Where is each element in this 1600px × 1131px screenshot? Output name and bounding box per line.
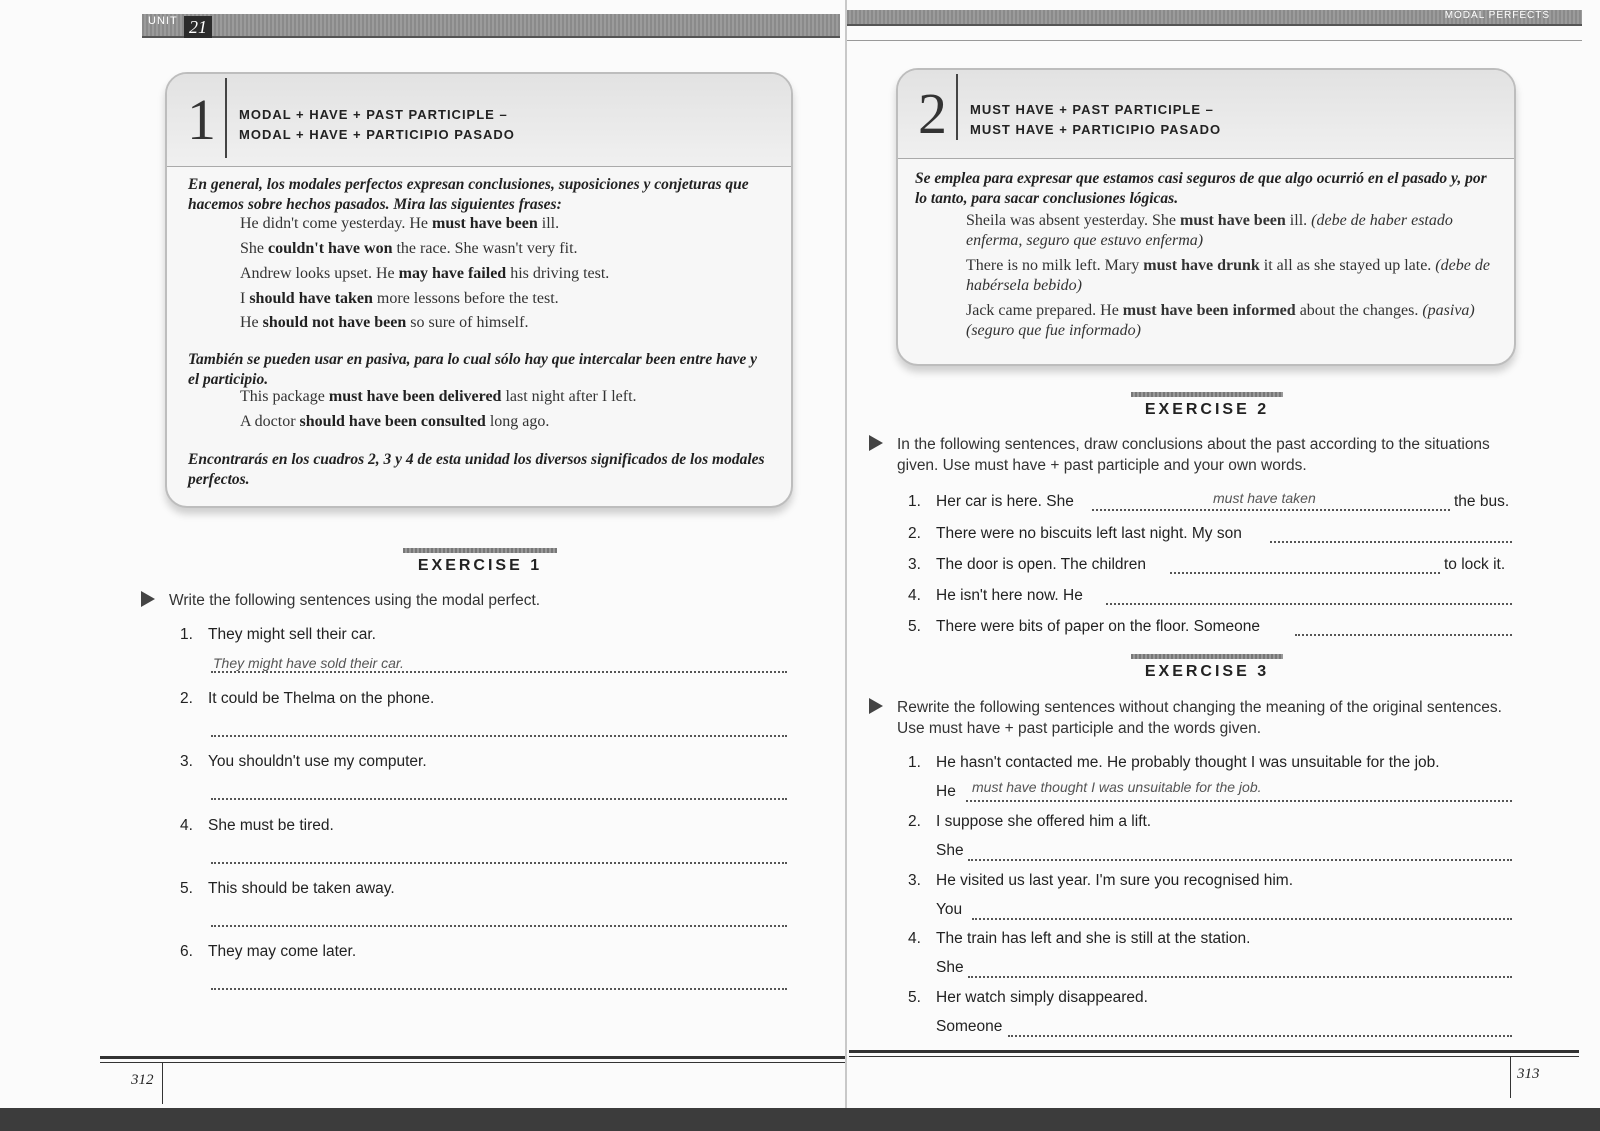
example-sentence <box>966 301 1496 341</box>
play-arrow-icon <box>141 591 155 607</box>
item-number: 1. <box>908 493 921 510</box>
exercise-1-heading <box>400 548 560 575</box>
example-text: She <box>240 240 268 257</box>
item-number: 4. <box>908 930 921 947</box>
exercise-2-instruction: In the following sentences, draw conclusions about the past according to the situations given. Use must have + past participle and your own words. <box>897 434 1517 476</box>
exercise-2-item <box>908 618 1260 636</box>
answer-line[interactable] <box>211 925 787 927</box>
exercise-1-item <box>180 943 356 961</box>
left-header-bar <box>142 14 840 36</box>
answer-line[interactable] <box>1295 634 1512 636</box>
right-footer-rule <box>849 1050 1579 1053</box>
item-prompt: The door is open. The children <box>936 556 1146 573</box>
exercise-3-item <box>908 754 1440 772</box>
example-text: He didn't come yesterday. He <box>240 215 432 232</box>
item-number: 3. <box>908 556 921 573</box>
answer-line[interactable] <box>1008 1035 1512 1037</box>
example-text: more lessons before the test. <box>372 290 559 307</box>
answer-lead-word: He <box>936 783 956 800</box>
item-ending: to lock it. <box>1444 556 1506 573</box>
example-translation: (pasiva) (seguro que fue informado) <box>966 302 1475 339</box>
example-text: ill. <box>537 215 560 232</box>
exercise-3-item <box>908 989 1148 1007</box>
handwritten-answer: must have taken <box>1213 490 1316 506</box>
example-text: so sure of himself. <box>406 314 529 331</box>
unit-number: 21 <box>184 16 212 38</box>
item-number: 2. <box>908 813 921 830</box>
exercise-2-item <box>908 556 1146 574</box>
item-number: 2. <box>908 525 921 542</box>
example-text: last night after I left. <box>501 388 637 405</box>
play-arrow-icon <box>869 698 883 714</box>
item-number: 4. <box>908 587 921 604</box>
answer-line[interactable] <box>211 988 787 990</box>
item-prompt: He hasn't contacted me. He probably thought I was unsuitable for the job. <box>936 754 1440 771</box>
answer-line[interactable] <box>968 859 1512 861</box>
item-number: 4. <box>180 817 193 834</box>
box-2-title-line-1: MUST HAVE + PAST PARTICIPLE – <box>970 102 1214 117</box>
exercise-2-item <box>908 525 1242 543</box>
item-number: 5. <box>180 880 193 897</box>
example-modal-form: may have failed <box>398 265 507 282</box>
box-2-title-line-2: MUST HAVE + PARTICIPIO PASADO <box>970 122 1222 137</box>
exercise-2-heading <box>1130 392 1284 419</box>
item-prompt: You shouldn't use my computer. <box>208 753 427 770</box>
box-2-number: 2 <box>918 81 947 146</box>
left-page-number: 312 <box>131 1072 154 1088</box>
section-title: MODAL PERFECTS <box>1444 10 1550 21</box>
item-prompt: Her car is here. She <box>936 493 1074 510</box>
answer-line[interactable] <box>211 735 787 737</box>
exercise-1-item <box>180 880 395 898</box>
example-sentence <box>966 211 1496 251</box>
handwritten-answer: must have thought I was unsuitable for the job. <box>972 779 1262 795</box>
item-number: 5. <box>908 989 921 1006</box>
example-modal-form: couldn't have won <box>268 240 393 257</box>
example-text: A doctor <box>240 413 300 430</box>
example-sentence <box>240 289 559 309</box>
item-prompt: Her watch simply disappeared. <box>936 989 1148 1006</box>
right-header-thin-rule <box>847 40 1582 41</box>
exercise-3-item <box>908 872 1293 890</box>
item-ending: the bus. <box>1454 493 1510 510</box>
item-prompt: They may come later. <box>208 943 357 960</box>
exercise-3-item <box>908 930 1250 948</box>
item-prompt: He isn't here now. He <box>936 587 1083 604</box>
item-prompt: There were bits of paper on the floor. Someone <box>936 618 1260 635</box>
right-page-number: 313 <box>1517 1066 1540 1082</box>
example-text: Sheila was absent yesterday. She <box>966 212 1181 229</box>
item-prompt: She must be tired. <box>208 817 334 834</box>
answer-lead-word: Someone <box>936 1018 1003 1035</box>
answer-line[interactable] <box>1270 541 1512 543</box>
book-spine <box>845 0 847 1108</box>
scan-bottom-edge <box>0 1108 1600 1131</box>
answer-line[interactable] <box>1170 572 1440 574</box>
item-prompt: The train has left and she is still at the station. <box>936 930 1251 947</box>
exercise-3-item <box>908 813 1151 831</box>
example-translation: (debe de habérsela bebido) <box>966 257 1490 294</box>
exercise-2-item <box>908 493 1074 511</box>
play-arrow-icon <box>869 435 883 451</box>
example-text: There is no milk left. Mary <box>966 257 1144 274</box>
example-sentence <box>240 214 559 234</box>
answer-line[interactable] <box>211 862 787 864</box>
item-prompt: It could be Thelma on the phone. <box>208 690 435 707</box>
item-number: 3. <box>908 872 921 889</box>
item-number: 1. <box>180 626 193 643</box>
answer-line[interactable] <box>968 976 1512 978</box>
example-text: This package <box>240 388 329 405</box>
exercise-1-item <box>180 690 434 708</box>
example-text: his driving test. <box>506 265 610 282</box>
example-modal-form: must have been informed <box>1122 302 1296 319</box>
item-prompt: He visited us last year. I'm sure you recognised him. <box>936 872 1294 889</box>
exercise-3-instruction: Rewrite the following sentences without changing the meaning of the original sentences. Use must have + past participle and the words given. <box>897 697 1517 739</box>
example-modal-form: should not have been <box>262 314 407 331</box>
example-text: long ago. <box>485 413 550 430</box>
item-number: 2. <box>180 690 193 707</box>
exercise-1-item <box>180 753 427 771</box>
left-footer-thin-rule <box>100 1062 845 1063</box>
right-footer-thin-rule <box>849 1056 1579 1057</box>
answer-lead-word: You <box>936 901 963 918</box>
exercise-3-title: EXERCISE 3 <box>1144 663 1270 680</box>
item-number: 6. <box>180 943 193 960</box>
answer-line[interactable] <box>1092 509 1450 511</box>
example-text: I <box>240 290 250 307</box>
answer-line[interactable] <box>1106 603 1512 605</box>
answer-lead-word: She <box>936 842 964 859</box>
example-modal-form: should have taken <box>249 290 373 307</box>
answer-lead-word: She <box>936 959 964 976</box>
right-header-rule <box>847 24 1582 26</box>
example-text: ill. <box>1285 212 1312 229</box>
exercise-2-item <box>908 587 1083 605</box>
box-1-passive-note: También se pueden usar en pasiva, para lo cual sólo hay que intercalar been entre have y el participio. <box>188 351 758 388</box>
exercise-1-title: EXERCISE 1 <box>417 557 543 574</box>
example-modal-form: must have been <box>1180 212 1286 229</box>
example-sentence <box>240 412 549 432</box>
exercise-1-instruction: Write the following sentences using the modal perfect. <box>169 590 769 611</box>
example-text: Jack came prepared. He <box>966 302 1123 319</box>
exercise-3-heading <box>1130 654 1284 681</box>
example-text: about the changes. <box>1295 302 1423 319</box>
example-text: the race. She wasn't very fit. <box>392 240 578 257</box>
answer-line[interactable] <box>211 798 787 800</box>
box-1-title-line-2: MODAL + HAVE + PARTICIPIO PASADO <box>239 127 515 142</box>
example-sentence <box>966 256 1496 296</box>
example-text: Andrew looks upset. He <box>240 265 399 282</box>
item-prompt: This should be taken away. <box>208 880 395 897</box>
example-modal-form: should have been consulted <box>299 413 486 430</box>
example-sentence <box>240 264 609 284</box>
example-modal-form: must have been delivered <box>328 388 502 405</box>
left-header-rule <box>142 36 840 38</box>
handwritten-answer: They might have sold their car. <box>213 655 404 671</box>
example-translation: (debe de haber estado enferma, seguro que estuvo enferma) <box>966 212 1453 249</box>
item-number: 1. <box>908 754 921 771</box>
item-prompt: I suppose she offered him a lift. <box>936 813 1152 830</box>
example-sentence <box>240 313 528 333</box>
answer-line[interactable] <box>966 800 1512 802</box>
item-prompt: There were no biscuits left last night. My son <box>936 525 1242 542</box>
answer-line[interactable] <box>972 918 1512 920</box>
exercise-1-item <box>180 626 376 644</box>
exercise-1-item <box>180 817 334 835</box>
example-modal-form: must have drunk <box>1143 257 1260 274</box>
item-number: 5. <box>908 618 921 635</box>
example-text: He <box>240 314 263 331</box>
item-number: 3. <box>180 753 193 770</box>
box-2-intro: Se emplea para expresar que estamos casi seguros de que algo ocurrió en el pasado y, por lo tanto, para sacar conclusiones lógicas. <box>915 170 1487 207</box>
example-text: it all as she stayed up late. <box>1259 257 1436 274</box>
example-sentence <box>240 239 578 259</box>
left-footer-rule <box>100 1056 845 1059</box>
box-1-intro: En general, los modales perfectos expresan conclusiones, suposiciones y conjeturas que hacemos sobre hechos pasados. Mira las siguientes frases: <box>188 176 749 213</box>
item-prompt: They might sell their car. <box>208 626 376 643</box>
answer-line[interactable] <box>211 671 787 673</box>
example-modal-form: must have been <box>432 215 538 232</box>
box-1-closing: Encontrarás en los cuadros 2, 3 y 4 de esta unidad los diversos significados de los modales perfectos. <box>188 451 765 488</box>
exercise-2-title: EXERCISE 2 <box>1144 401 1270 418</box>
example-sentence <box>240 387 637 407</box>
unit-label: UNIT <box>148 15 178 27</box>
box-1-title-line-1: MODAL + HAVE + PAST PARTICIPLE – <box>239 107 508 122</box>
box-1-number: 1 <box>187 87 216 152</box>
